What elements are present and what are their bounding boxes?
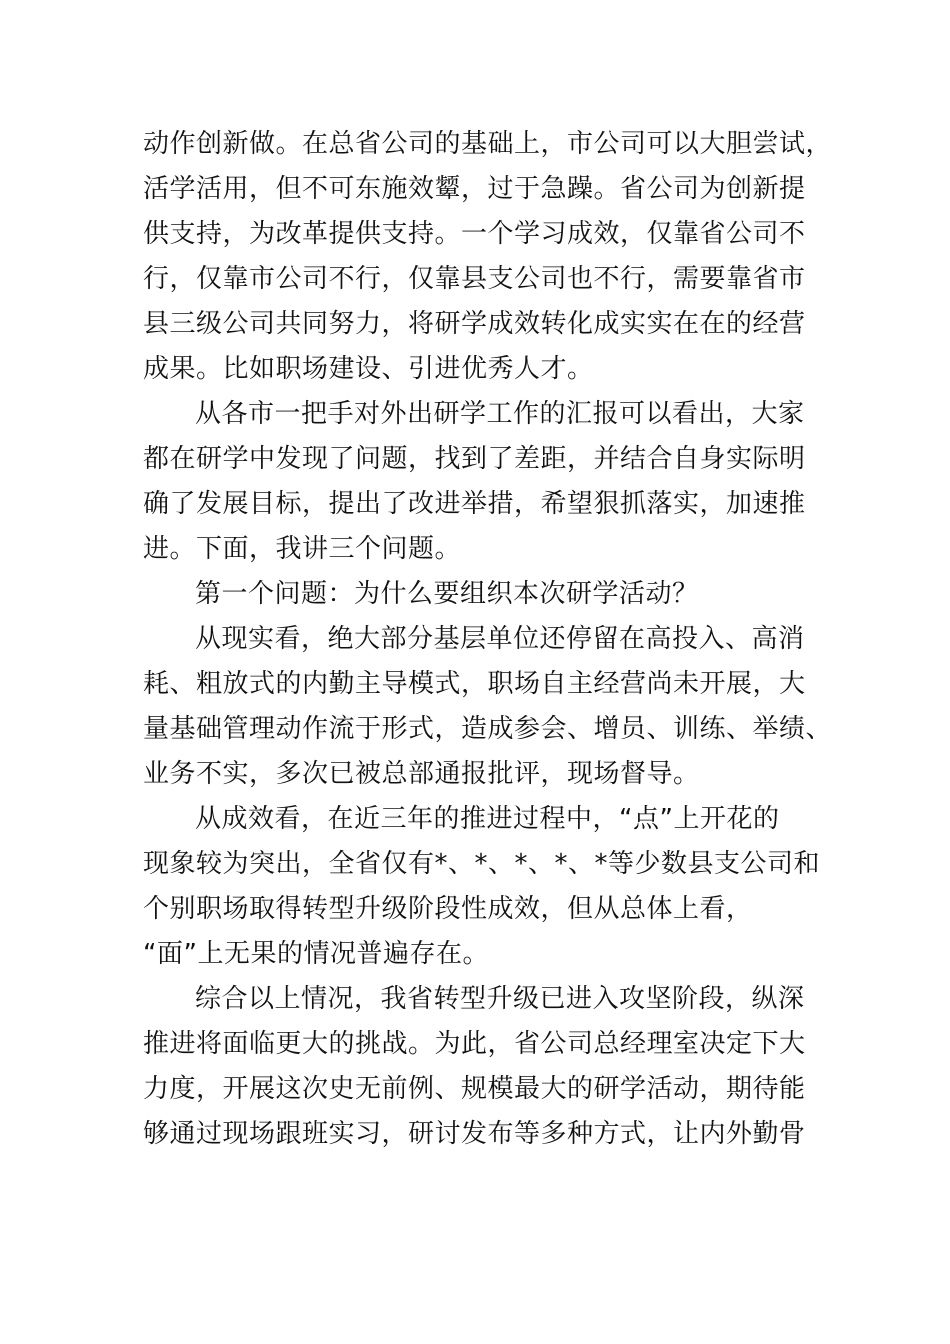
text-line: “面”上无果的情况普遍存在。 [143, 939, 489, 969]
text-line: 量基础管理动作流于形式，造成参会、增员、训练、举绩、 [143, 714, 833, 744]
text-line: 够通过现场跟班实习，研讨发布等多种方式，让内外勤骨 [143, 1119, 806, 1149]
text-line: 确了发展目标，提出了改进举措，希望狠抓落实，加速推 [143, 489, 806, 519]
paragraph-first-line: 综合以上情况，我省转型升级已进入攻坚阶段，纵深 [195, 984, 805, 1014]
text-line: 活学活用，但不可东施效颦，过于急躁。省公司为创新提 [143, 174, 806, 204]
text-line: 个别职场取得转型升级阶段性成效，但从总体上看， [143, 894, 753, 924]
text-line: 推进将面临更大的挑战。为此，省公司总经理室决定下大 [143, 1029, 806, 1059]
paragraph-first-line: 从各市一把手对外出研学工作的汇报可以看出，大家 [195, 399, 805, 429]
document-body [143, 122, 833, 1157]
text-line: 行，仅靠市公司不行，仅靠县支公司也不行，需要靠省市 [143, 264, 806, 294]
text-line: 都在研学中发现了问题，找到了差距，并结合自身实际明 [143, 444, 806, 474]
section-heading: 第一个问题：为什么要组织本次研学活动？ [195, 579, 699, 609]
text-line: 业务不实，多次已被总部通报批评，现场督导。 [143, 759, 700, 789]
text-line: 现象较为突出，全省仅有*、*、*、*、*等少数县支公司和 [143, 849, 821, 879]
text-line: 县三级公司共同努力，将研学成效转化成实实在在的经营 [143, 309, 806, 339]
text-line: 进。下面，我讲三个问题。 [143, 534, 462, 564]
text-line: 力度，开展这次史无前例、规模最大的研学活动，期待能 [143, 1074, 806, 1104]
text-line: 动作创新做。在总省公司的基础上，市公司可以大胆尝试， [143, 129, 833, 159]
text-line: 耗、粗放式的内勤主导模式，职场自主经营尚未开展，大 [143, 669, 806, 699]
paragraph-first-line: 从现实看，绝大部分基层单位还停留在高投入、高消 [195, 624, 805, 654]
text-line: 供支持，为改革提供支持。一个学习成效，仅靠省公司不 [143, 219, 806, 249]
text-line: 成果。比如职场建设、引进优秀人才。 [143, 354, 594, 384]
paragraph-first-line: 从成效看，在近三年的推进过程中，“点”上开花的 [195, 804, 780, 834]
